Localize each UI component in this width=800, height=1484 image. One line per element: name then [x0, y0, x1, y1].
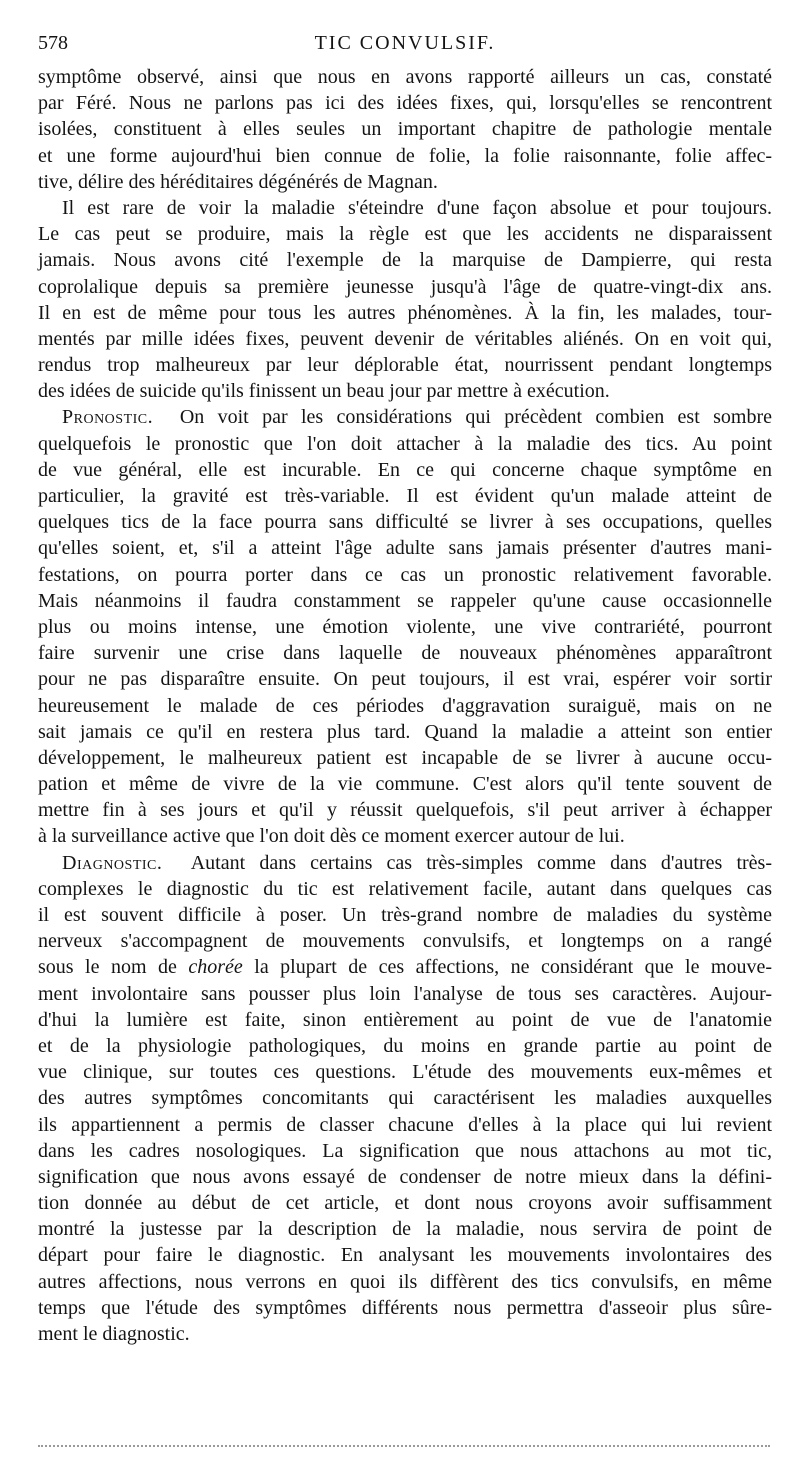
text-line: quelques tics de la face pourra sans difficulté se livrer à ses occupations, quelles [38, 511, 772, 534]
text-line: par Féré. Nous ne parlons pas ici des idées fixes, qui, lorsqu'elles se rencontrent [38, 92, 772, 115]
text-line: signification que nous avons essayé de condenser de notre mieux dans la défini- [38, 1165, 772, 1188]
text-line: qu'elles soient, et, s'il a atteint l'âge adulte sans jamais présenter d'autres mani- [38, 537, 772, 560]
paragraph-pronostic [38, 404, 772, 849]
text-line: montré la justesse par la description de la maladie, nous servira de point de [38, 1218, 772, 1241]
page-header [38, 30, 772, 56]
paragraph-evolution [38, 195, 772, 405]
text-line: particulier, la gravité est très-variable. Il est évident qu'un malade atteint de [38, 485, 772, 507]
text-line: pour ne pas disparaître ensuite. On peut toujours, il est vrai, espérer voir sortir [38, 668, 772, 691]
text-span: On voit par les considérations qui précèdent combien est sombre [179, 406, 772, 429]
text-line: faire survenir une crise dans laquelle de nouveaux phénomènes apparaîtront [38, 642, 772, 665]
text-line: complexes le diagnostic du tic est relativement facile, autant dans quelques cas [38, 877, 772, 900]
text-line: des idées de suicide qu'ils finissent un beau jour par mettre à exécution. [38, 380, 610, 403]
text-line: heureusement le malade de ces périodes d'aggravation suraiguë, mais on ne [38, 694, 772, 717]
text-line: rendus trop malheureux par leur déplorable état, nourrissent pendant longtemps [38, 354, 772, 377]
text-line: d'hui la lumière est faite, sinon entièrement au point de vue de l'anatomie [38, 1008, 772, 1031]
text-line: sait jamais ce qu'il en restera plus tard. Quand la maladie a atteint son entier [38, 720, 772, 743]
text-span: Autant dans certains cas très-simples comme dans d'autres très- [190, 851, 772, 874]
text-line: il est souvent difficile à poser. Un très-grand nombre de maladies du système [38, 904, 772, 926]
text-line: isolées, constituent à elles seules un important chapitre de pathologie mentale [38, 118, 772, 141]
text-line: symptôme observé, ainsi que nous en avons rapporté ailleurs un cas, constaté [38, 66, 772, 88]
text-line: tive, délire des héréditaires dégénérés de Magnan. [38, 170, 438, 193]
paragraph-intro [38, 64, 772, 195]
text-line: autres affections, nous verrons en quoi ils diffèrent des tics convulsifs, en même [38, 1270, 772, 1293]
text-line: tion donnée au début de cet article, et dont nous croyons avoir suffisamment [38, 1192, 772, 1215]
text-line: temps que l'étude des symptômes différents nous permettra d'asseoir plus sûre- [38, 1296, 772, 1319]
text-line: ils appartiennent a permis de classer chacune d'elles à la place qui lui revient [38, 1113, 772, 1136]
section-heading-diagnostic: Diagnostic. [62, 851, 163, 874]
text-line: Mais néanmoins il faudra constamment se rappeler qu'une cause occasionnelle [38, 589, 772, 612]
text-line: festations, on pourra porter dans ce cas un pronostic relativement favorable. [38, 563, 772, 586]
text-line: nerveux s'accompagnent de mouvements convulsifs, et longtemps on a rangé [38, 930, 772, 953]
text-line: quelquefois le pronostic que l'on doit attacher à la maladie des tics. Au point [38, 432, 772, 455]
italic-term: chorée [188, 956, 243, 979]
text-line: et une forme aujourd'hui bien connue de folie, la folie raisonnante, folie affec- [38, 144, 772, 167]
text-line: Il est rare de voir la maladie s'éteindre d'une façon absolue et pour toujours. [62, 196, 772, 219]
text-line [38, 404, 772, 430]
text-line: Le cas peut se produire, mais la règle est que les accidents ne disparaissent [38, 223, 772, 246]
text-line: plus ou moins intense, une émotion violente, une vive contrariété, pourront [38, 615, 772, 638]
text-line: et de la physiologie pathologiques, du moins en grande partie au point de [38, 1034, 772, 1057]
text-line: des autres symptômes concomitants qui caractérisent les maladies auxquelles [38, 1087, 772, 1110]
text-line: jamais. Nous avons cité l'exemple de la marquise de Dampierre, qui resta [38, 249, 772, 272]
page-number: 578 [38, 32, 68, 54]
section-heading-pronostic: Pronostic. [62, 406, 154, 429]
text-line [38, 850, 772, 876]
text-line: départ pour faire le diagnostic. En analysant les mouvements involontaires des [38, 1244, 772, 1267]
running-title: TIC CONVULSIF. [314, 32, 496, 54]
footer-rule [38, 1445, 770, 1447]
text-line: ment le diagnostic. [38, 1323, 190, 1345]
body-text [38, 64, 772, 1347]
text-line: ment involontaire sans pousser plus loin l'analyse de tous ses caractères. Aujour- [38, 982, 772, 1005]
text-line: coprolalique depuis sa première jeunesse jusqu'à l'âge de quatre-vingt-dix ans. [38, 275, 772, 298]
paragraph-diagnostic [38, 850, 772, 1348]
text-line: dans les cadres nosologiques. La signification que nous attachons au mot tic, [38, 1139, 772, 1162]
text-line: sous le nom de chorée la plupart de ces affections, ne considérant que le mouve- [38, 956, 773, 979]
text-line: à la surveillance active que l'on doit dès ce moment exercer autour de lui. [38, 825, 625, 848]
text-line: Il en est de même pour tous les autres phénomènes. À la fin, les malades, tour- [38, 301, 772, 324]
text-line: mentés par mille idées fixes, peuvent devenir de véritables aliénés. On en voit qui, [38, 327, 772, 350]
text-line: pation et même de vivre de la vie commune. C'est alors qu'il tente souvent de [38, 773, 772, 796]
text-line: développement, le malheureux patient est incapable de se livrer à aucune occu- [38, 746, 772, 769]
text-line: mettre fin à ses jours et qu'il y réussit quelquefois, s'il peut arriver à échapper [38, 799, 772, 822]
text-line: vue clinique, sur toutes ces questions. L'étude des mouvements eux-mêmes et [38, 1061, 772, 1084]
text-line: de vue général, elle est incurable. En ce qui concerne chaque symptôme en [38, 458, 772, 481]
